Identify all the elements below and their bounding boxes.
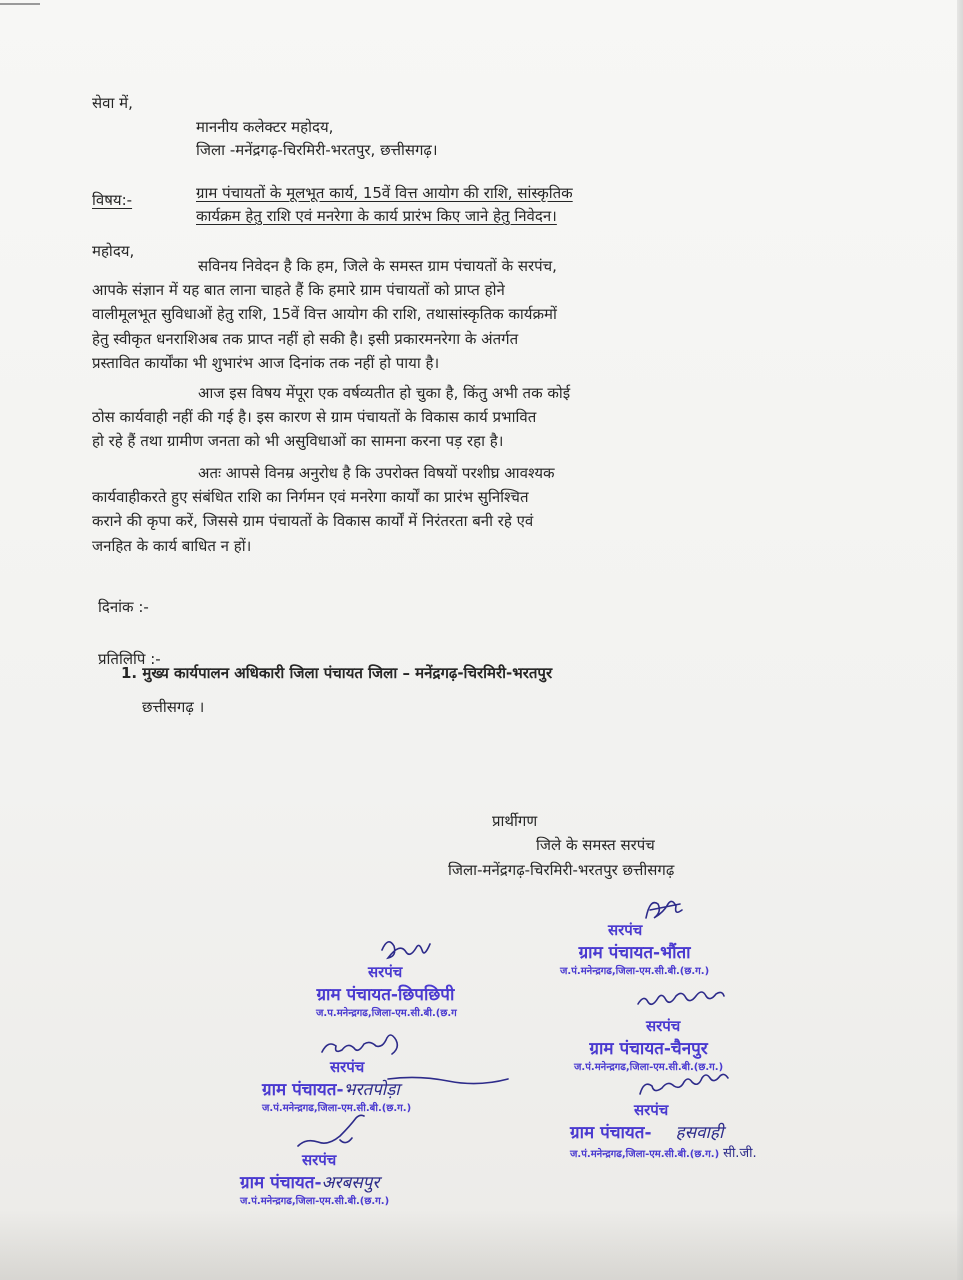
copy-label: प्रतिलिपि :-	[98, 650, 161, 668]
applicants-line-2: जिला-मनेंद्रगढ़-चिरमिरी-भरतपुर छत्तीसगढ़	[448, 861, 675, 879]
para1-line: प्रस्तावित कार्योंका भी शुभारंभ आज दिनांक तक नहीं हो पाया है।	[92, 353, 440, 372]
copy-item-line-1: 1. मुख्य कार्यपालन अधिकारी जिला पंचायत जिला – मनेंद्रगढ़-चिरमिरी-भरतपुर	[121, 664, 553, 682]
stamp-panchayat: ग्राम पंचायत-	[570, 1123, 652, 1143]
stamp-panchayat-row	[262, 1077, 411, 1100]
stamp-panchayat: ग्राम पंचायत-भौंता	[578, 943, 691, 963]
para1-line: सविनय निवेदन है कि हम, जिले के समस्त ग्राम पंचायतों के सरपंच,	[198, 257, 557, 275]
para1-line: वालीमूलभूत सुविधाओं हेतु राशि, 15वें वित्त आयोग की राशि, तथासांस्कृतिक कार्यक्रमों	[92, 305, 557, 324]
stamp-panchayat-row	[240, 1170, 389, 1193]
handwritten-village: हसवाही	[675, 1123, 724, 1143]
stamp-title: सरपंच	[608, 921, 643, 939]
stamp-address-row	[570, 1143, 757, 1161]
addressee-line-2: जिला -मनेंद्रगढ़-चिरमिरी-भरतपुर, छत्तीसगढ़।	[196, 141, 438, 159]
stamp-address: ज.पं.मनेन्द्रगढ,जिला-एम.सी.बी.(छ.ग.)	[262, 1103, 412, 1114]
applicants-label: प्रार्थीगण	[492, 812, 538, 830]
stamp-bharatpoda	[262, 1057, 411, 1114]
subject-line-1: ग्राम पंचायतों के मूलभूत कार्य, 15वें वित्त आयोग की राशि, सांस्कृतिक	[196, 184, 573, 202]
handwritten-village: अरबसपुर	[321, 1173, 380, 1193]
stamp-panchayat: ग्राम पंचायत-चैनपुर	[589, 1039, 708, 1059]
para2-line: हो रहे हैं तथा ग्रामीण जनता को भी असुविधाओं का सामना करना पड़ रहा है।	[92, 432, 504, 451]
subject-line-2: कार्यक्रम हेतु राशि एवं मनरेगा के कार्य प्रारंभ किए जाने हेतु निवेदन।	[196, 207, 557, 225]
handwritten-tail: सी.जी.	[723, 1146, 757, 1161]
applicants-line-1: जिले के समस्त सरपंच	[536, 836, 655, 854]
stamp-panchayat: ग्राम पंचायत-	[262, 1080, 344, 1100]
stamp-address: ज.पं.मनेन्द्रगढ,जिला-एम.सी.बी.(छ.ग.)	[574, 1062, 724, 1073]
date-label: दिनांक :-	[98, 598, 149, 616]
bottom-shadow	[0, 1210, 963, 1280]
para3-line: जनहित के कार्य बाधित न हों।	[92, 536, 252, 555]
para1-line: हेतु स्वीकृत धनराशिअब तक प्राप्त नहीं हो सकी है। इसी प्रकारमनरेगा के अंतर्गत	[92, 329, 519, 348]
stamp-title: सरपंच	[302, 1151, 337, 1169]
stamp-chhipchhipi	[314, 962, 457, 1019]
stamp-address: ज.पं.मनेन्द्रगढ,जिला-एम.सी.बी.(छ.ग.)	[240, 1196, 390, 1207]
stamp-panchayat-row	[570, 1120, 757, 1143]
signature-4	[322, 1035, 397, 1054]
signature-5	[298, 1115, 364, 1146]
stamp-address: ज.प.मनेन्द्रगढ,जिला-एम.सी.बी.(छ.ग	[316, 1008, 457, 1019]
stamp-bhaunta	[560, 920, 709, 977]
stamp-title: सरपंच	[634, 1101, 669, 1119]
signature-3	[638, 992, 724, 1004]
stamp-arbaspur	[240, 1150, 389, 1207]
stamp-chainpur	[574, 1016, 723, 1073]
subject-label: विषय:-	[92, 191, 133, 209]
copy-item-line-2: छत्तीसगढ़ ।	[142, 698, 205, 716]
stamp-hasvahi	[570, 1100, 757, 1161]
stamp-panchayat: ग्राम पंचायत-	[240, 1173, 322, 1193]
para3-line: कार्यवाहीकरते हुए संबंधित राशि का निर्गमन एवं मनरेगा कार्यों का प्रारंभ सुनिश्चित	[92, 488, 529, 507]
para3-line: अतः आपसे विनम्र अनुरोध है कि उपरोक्त विषयों परशीघ्र आवश्यक	[198, 464, 555, 482]
stamp-title: सरपंच	[646, 1017, 681, 1035]
para3-line: कराने की कृपा करें, जिससे ग्राम पंचायतों के विकास कार्यों में निरंतरता बनी रहे एवं	[92, 512, 534, 531]
stamp-address: ज.पं.मनेन्द्रगढ,जिला-एम.सी.बी.(छ.ग.)	[560, 966, 710, 977]
para2-line: आज इस विषय मेंपूरा एक वर्षव्यतीत हो चुका है, किंतु अभी तक कोई	[198, 384, 571, 402]
stamp-panchayat: ग्राम पंचायत-छिपछिपी	[316, 985, 455, 1005]
para1-line: आपके संज्ञान में यह बात लाना चाहते हैं कि हमारे ग्राम पंचायतों को प्राप्त होने	[92, 281, 505, 300]
handwritten-village: भरतपोड़ा	[343, 1080, 400, 1100]
salutation-to: सेवा में,	[92, 94, 133, 112]
stamp-title: सरपंच	[330, 1058, 365, 1076]
signature-2	[646, 901, 682, 918]
stamp-address: ज.पं.मनेन्द्रगढ,जिला-एम.सी.बी.(छ.ग.)	[570, 1149, 720, 1160]
greeting: महोदय,	[92, 242, 135, 260]
signature-1	[382, 942, 430, 958]
addressee-line-1: माननीय कलेक्टर महोदय,	[196, 118, 334, 136]
signature-6	[640, 1074, 728, 1094]
stamp-title: सरपंच	[368, 963, 403, 981]
para2-line: ठोस कार्यवाही नहीं की गई है। इस कारण से ग्राम पंचायतों के विकास कार्य प्रभावित	[92, 408, 537, 427]
